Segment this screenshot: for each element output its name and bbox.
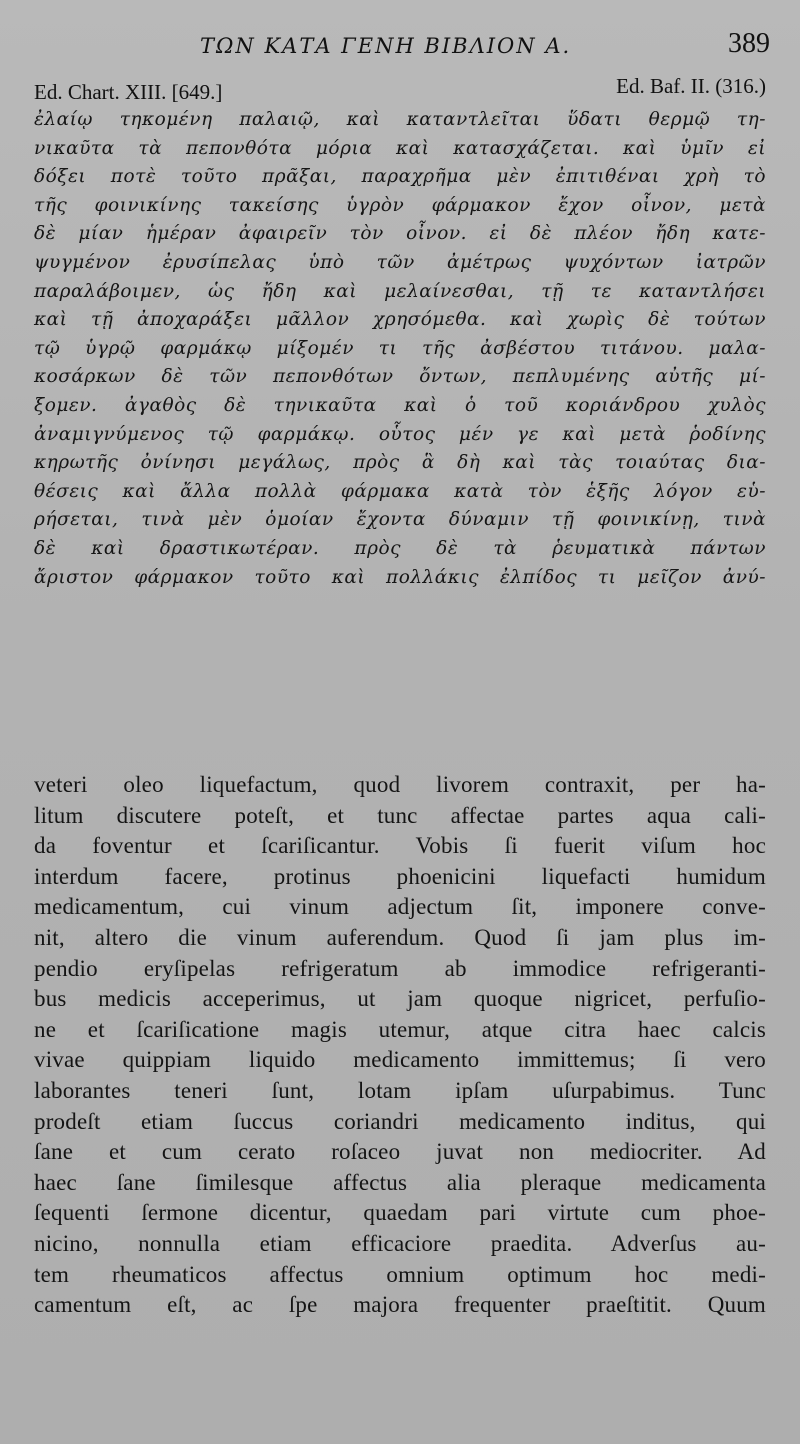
latin-text-block (34, 770, 766, 1321)
greek-text-line: ἄριστον φάρμακον τοῦτο καὶ πολλάκις ἐλπίδος τι μεῖζον ἀνύ- (34, 566, 766, 588)
latin-text-line: litum discutere poteſt, et tunc affectae partes aqua cali- (34, 802, 766, 828)
greek-text-line: νικαῦτα τὰ πεπονθότα μόρια καὶ κατασχάζεται. καὶ ὑμῖν εἰ (34, 137, 766, 159)
latin-text-line: ſequenti ſermone dicentur, quaedam pari virtute cum phoe- (34, 1200, 766, 1226)
edition-reference-line (0, 74, 800, 102)
latin-text-line: interdum facere, protinus phoenicini liquefacti humidum (34, 863, 766, 889)
greek-text-line: ἐλαίῳ τηκομένη παλαιῷ, καὶ καταντλεῖται ὕδατι θερμῷ τη- (34, 109, 766, 130)
latin-text-line: ne et ſcariſicatione magis utemur, atque citra haec calcis (34, 1016, 766, 1042)
running-head (0, 28, 800, 62)
greek-text-line: τῆς φοινικίνης τακείσης ὑγρὸν φάρμακον ἔχον οἶνον, μετὰ (34, 194, 766, 216)
latin-text-line: haec ſane ſimilesque affectus alia pleraque medicamenta (34, 1169, 766, 1195)
latin-text-line: laborantes teneri ſunt, lotam ipſam uſurpabimus. Tunc (34, 1077, 766, 1103)
latin-text-line: camentum eſt, ac ſpe majora frequenter praeſtitit. Quum (34, 1292, 766, 1318)
greek-text-line: θέσεις καὶ ἄλλα πολλὰ φάρμακα κατὰ τὸν ἑξῆς λόγον εὑ- (34, 480, 766, 502)
edition-chart-reference: Ed. Chart. XIII. [649.] (34, 80, 223, 104)
page-number: 389 (728, 28, 770, 59)
greek-text-line: τῷ ὑγρῷ φαρμάκῳ μίξομέν τι τῆς ἀσβέστου τιτάνου. μαλα- (34, 337, 766, 359)
latin-text-line: vivae quippiam liquido medicamento immittemus; ſi vero (34, 1047, 766, 1073)
latin-text-line: bus medicis acceperimus, ut jam quoque nigricet, perfuſio- (34, 986, 766, 1012)
greek-text-line: ρήσεται, τινὰ μὲν ὁμοίαν ἔχοντα δύναμιν τῇ φοινικίνῃ, τινὰ (34, 509, 766, 531)
latin-text-line: ſane et cum cerato roſaceo juvat non mediocriter. Ad (34, 1139, 766, 1165)
greek-text-line: δὲ μίαν ἡμέραν ἀφαιρεῖν τὸν οἶνον. εἰ δὲ πλέον ἤδη κατε- (34, 223, 766, 245)
latin-text-line: veteri oleo liquefactum, quod livorem contraxit, per ha- (34, 772, 766, 797)
greek-text-line: ἀναμιγνύμενος τῷ φαρμάκῳ. οὗτος μέν γε καὶ μετὰ ῥοδίνης (34, 423, 766, 445)
running-title: ΤΩΝ ΚΑΤΑ ΓΕΝΗ ΒΙΒΛΙΟΝ Α. (200, 34, 572, 58)
greek-text-line: παραλάβοιμεν, ὡς ἤδη καὶ μελαίνεσθαι, τῇ τε καταντλήσει (34, 280, 766, 302)
latin-text-line: nicino, nonnulla etiam efficaciore praedita. Adverſus au- (34, 1230, 766, 1256)
greek-text-line: δόξει ποτὲ τοῦτο πρᾶξαι, παραχρῆμα μὲν ἐπιτιθέναι χρὴ τὸ (34, 166, 766, 188)
latin-text-line: pendio eryſipelas refrigeratum ab immodice refrigeranti- (34, 955, 766, 981)
latin-text-line: da foventur et ſcariſicantur. Vobis ſi fuerit viſum hoc (34, 833, 766, 859)
latin-text-line: medicamentum, cui vinum adjectum ſit, imponere conve- (34, 894, 766, 920)
edition-basel-reference: Ed. Baf. II. (316.) (616, 74, 766, 98)
greek-text-line: καὶ τῇ ἀποχαράξει μᾶλλον χρησόμεθα. καὶ χωρὶς δὲ τούτων (34, 309, 766, 331)
greek-text-line: ξομεν. ἀγαθὸς δὲ τηνικαῦτα καὶ ὁ τοῦ κοριάνδρου χυλὸς (34, 394, 766, 416)
greek-text-line: ψυγμένον ἐρυσίπελας ὑπὸ τῶν ἀμέτρως ψυχόντων ἰατρῶν (34, 251, 766, 273)
greek-text-line: κοσάρκων δὲ τῶν πεπονθότων ὄντων, πεπλυμένης αὐτῆς μί- (34, 366, 766, 388)
greek-text-line: κηρωτῆς ὀνίνησι μεγάλως, πρὸς ἃ δὴ καὶ τὰς τοιαύτας δια- (34, 452, 766, 474)
latin-text-line: tem rheumaticos affectus omnium optimum hoc medi- (34, 1261, 766, 1287)
latin-text-line: prodeſt etiam ſuccus coriandri medicamento inditus, qui (34, 1108, 766, 1134)
greek-text-block (34, 106, 766, 592)
greek-text-line: δὲ καὶ δραστικωτέραν. πρὸς δὲ τὰ ῥευματικὰ πάντων (34, 537, 766, 559)
latin-text-line: nit, altero die vinum auferendum. Quod ſi jam plus im- (34, 924, 766, 950)
